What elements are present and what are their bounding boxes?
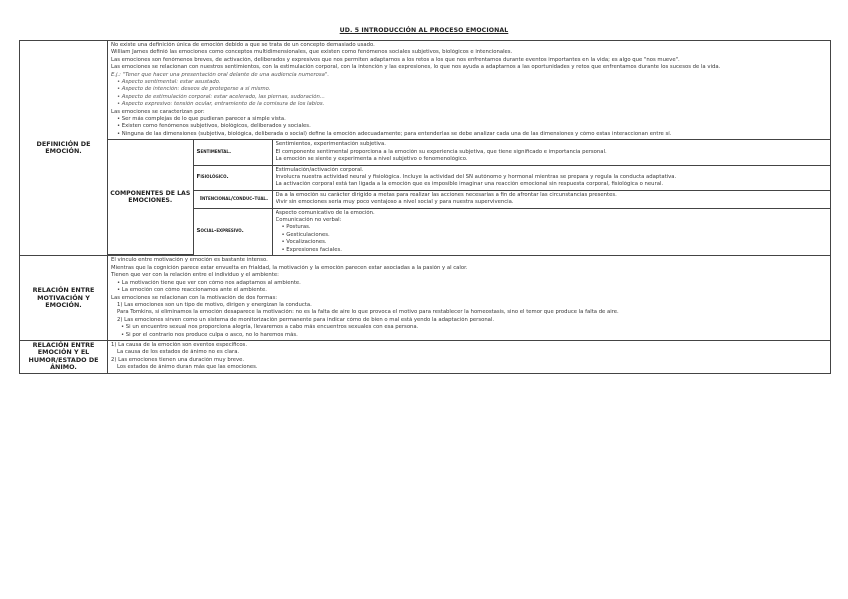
componente-name: Social-expresivo. [193,208,272,255]
text-line: • Gesticulaciones. [281,231,330,238]
text-line: • Si por el contrario nos produce culpa o asco, no lo haremos más. [121,331,298,338]
section-label-motivacion [20,256,108,340]
text-line: La activación corporal está tan ligada a la emoción que es imposible imaginar una reacción emocional sin respuesta corporal, fisiológica o neural. [275,181,664,188]
text-line: Las emociones se relacionan con nuestros sentimientos, con la estimulación corporal, con la intención y las expresiones, lo que nos ayuda a adaptarnos a las oportunidades y retos que enfrentamos durante los sucesos de la vida. [111,64,721,71]
text-line: Tienen que ver con la relación entre el individuo y el ambiente: [111,272,279,279]
text-line: Estimulación/activación corporal. [275,166,364,173]
text-line: Mientras que la cognición parece estar envuelta en frialdad, la motivación y la emoción parecen estar asociadas a la pasión y al calor. [111,264,468,271]
text-line: Las emociones se relacionan con la motivación de dos formas: [111,294,278,301]
text-line: • Aspecto sentimental: estar asustado. [117,79,221,86]
text-line: • La emoción con cómo reaccionamos ante el ambiente. [117,287,267,294]
definicion-content [108,41,831,256]
componente-desc [272,208,830,255]
text-line: • Si un encuentro sexual nos proporciona alegría, llevaremos a cabo más encuentros sexuales con esa persona. [121,324,419,331]
definicion-label: DEFINICIÓN DE EMOCIÓN. [36,139,91,156]
text-line: • Ninguna de las dimensiones (subjetiva, biológica, deliberada o social) define la emoción adecuadamente; para entenderlas se debe analizar cada una de las dimensiones y cómo estas interaccionan entre sí. [117,130,672,137]
text-line: 1) Las emociones son un tipo de motivo, dirigen y energizan la conducta. [117,301,312,308]
text-line: Involucra nuestra actividad neural y fisiológica. Incluye la actividad del SN autónomo y hormonal mientras se prepara y regula la conducta adaptativa. [275,173,677,180]
componente-row [108,140,830,165]
text-line: • Aspecto expresivo: tensión ocular, entramiento de la comisura de los labios. [117,101,325,108]
text-line: • Expresiones faciales. [281,246,342,253]
componente-row [108,165,830,190]
humor-content [108,340,831,373]
section-humor [20,340,831,373]
text-line: No existe una definición única de emoción debido a que se trata de un concepto demasiado usado. [111,42,375,48]
text-line: El vínculo entre motivación y emoción es bastante intenso. [111,257,268,264]
text-line: La causa de los estados de ánimo no es clara. [117,349,240,356]
componente-row [108,208,830,255]
section-label-humor [20,340,108,373]
text-line: 1) La causa de la emoción son eventos específicos. [111,341,248,348]
componente-desc [272,165,830,190]
text-line: El componente sentimental proporciona a la emoción su experiencia subjetiva, que tiene significado e importancia personal. [275,148,607,155]
section-label-definicion [20,41,108,256]
text-line: Vivir sin emociones sería muy poco ventajoso a nivel social y para nuestra supervivencia. [275,199,514,206]
componente-row [108,190,830,208]
text-line: Las emociones se caracterizan por: [111,108,205,115]
text-line: Para Tomkins, si eliminamos la emoción desaparece la motivación: no es la falta de aire lo que provoca el motivo para restablecer la homeostasis, sino el temor que produce la falta de aire. [117,309,619,316]
text-line: 2) Las emociones sirven como un sistema de monitorización permanente para indicar cómo de bien o mal está yendo la adaptación personal. [117,316,495,323]
text-line: • Posturas. [281,224,311,231]
componente-desc [272,140,830,165]
text-line: Los estados de ánimo duran más que las emociones. [117,364,258,371]
page-title: UD. 5 INTRODUCCIÓN AL PROCESO EMOCIONAL [339,27,509,34]
text-line: • Aspecto de estimulación corporal: estar acelerado, las piernas, sudoración... [117,93,325,100]
text-line: William James definió las emociones como conceptos multidimensionales, que existen como fenómenos sociales subjetivos, biológicos e intencionales. [111,49,513,56]
motivacion-content [108,256,831,340]
definicion-text [108,41,830,139]
text-line: • Vocalizaciones. [281,239,327,246]
componente-name: Sentimental. [193,140,272,165]
humor-label: RELACIÓN ENTRE EMOCIÓN Y EL HUMOR/ESTADO DE ÁNIMO. [28,340,99,372]
componente-name: Fisiológico. [193,165,272,190]
text-line: 2) Las emociones tienen una duración muy breve. [111,356,245,363]
componentes-table [108,139,830,255]
text-line: Da a la emoción su carácter dirigido a metas para realizar las acciones necesarias a fin de afrontar las circunstancias presentes. [275,191,617,198]
componentes-label: COMPONENTES DE LAS EMOCIONES. [108,140,193,255]
text-line: • Aspecto de intención: deseos de protegerse a sí mismo. [117,86,271,93]
componente-name: Intencional/conduc-tual. [193,190,272,208]
text-line: • Existen como fenómenos subjetivos, biológicos, deliberados y sociales. [117,123,311,130]
summary-table [19,40,831,374]
text-line: La emoción se siente y experimenta a nivel subjetivo o fenomenológico. [275,156,468,163]
componente-desc [272,190,830,208]
text-line: Aspecto comunicativo de la emoción. [275,209,375,216]
text-line: • La motivación tiene que ver con cómo nos adaptamos al ambiente. [117,279,301,286]
text-line: E.j.: "Tener que hacer una presentación oral delante de una audiencia numerosa". [111,71,330,78]
section-motivacion [20,256,831,340]
text-line: Las emociones son fenómenos breves, de activación, deliberados y expresivos que nos permiten adaptarnos a los retos a los que nos enfrentamos durante eventos importantes en la vida; es algo que "nos mueve". [111,56,680,63]
section-definicion [20,41,831,256]
motivacion-label: RELACIÓN ENTRE MOTIVACIÓN Y EMOCIÓN. [32,286,95,309]
text-line: • Ser más complejas de lo que pudieran parecer a simple vista. [117,116,286,123]
text-line: Comunicación no verbal: [275,216,342,223]
text-line: Sentimientos, experimentación subjetiva. [275,141,386,148]
